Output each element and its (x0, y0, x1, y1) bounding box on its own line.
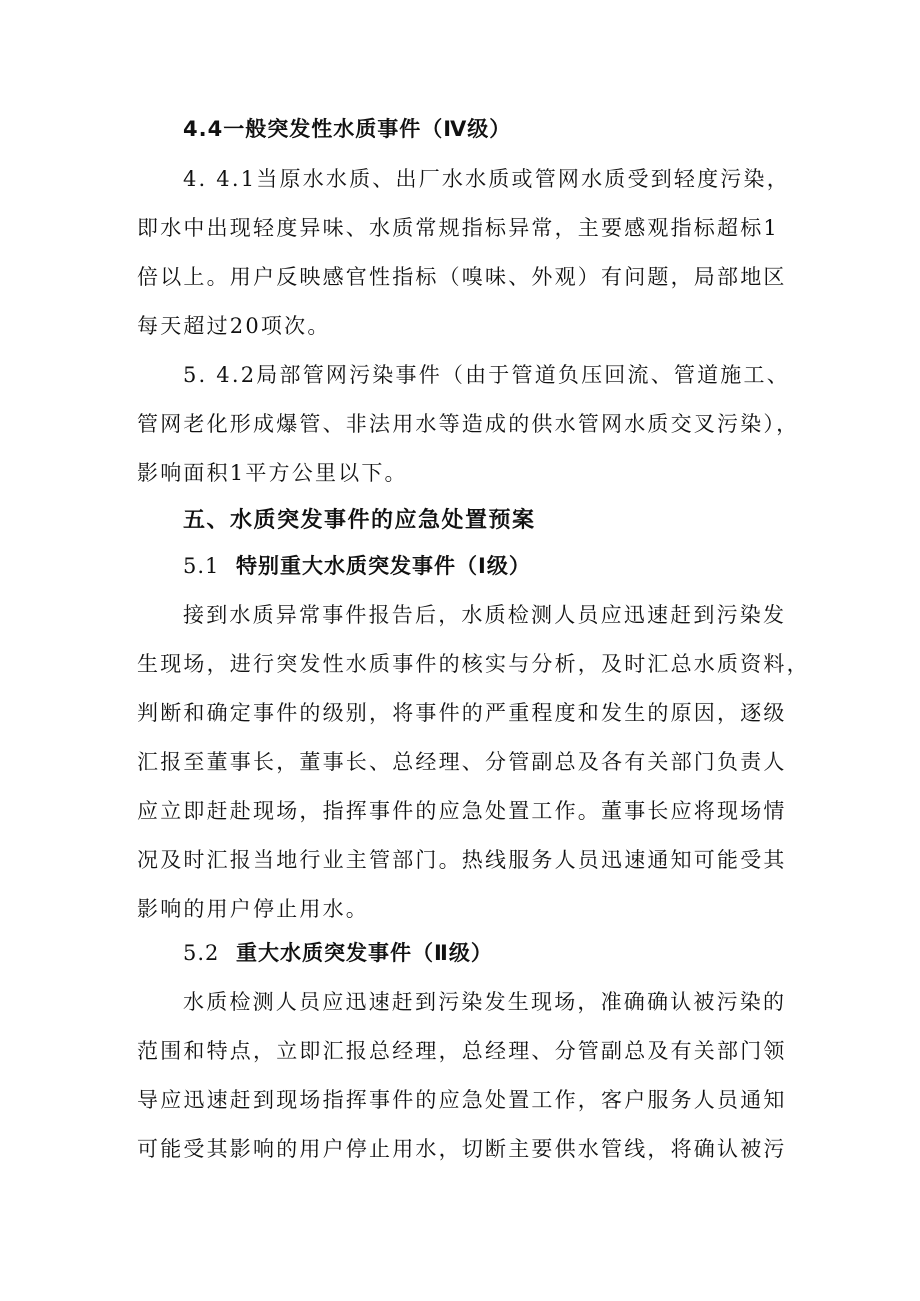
subsection-5-1-heading (183, 556, 531, 577)
subsection-5-1-line-3: 判断和确定事件的级别，将事件的严重程度和发生的原因，逐级 (137, 701, 787, 725)
paragraph-4-4-2-line-2: 管网老化形成爆管、非法用水等造成的供水管网水质交叉污染）， (137, 412, 800, 436)
paragraph-4-4-1-line-1: 4. 4.1当原水水质、出厂水水质或管网水质受到轻度污染， (183, 167, 790, 191)
paragraph-4-4-1-line-2: 即水中出现轻度异味、水质常规指标异常，主要感观指标超标1 (137, 216, 779, 240)
section-4-4-heading: 4.4一般突发性水质事件（Ⅳ级） (183, 117, 512, 141)
subsection-5-2-line-4: 可能受其影响的用户停止用水，切断主要供水管线，将确认被污 (137, 1137, 787, 1161)
subsection-5-2-line-3: 导应迅速赶到现场指挥事件的应急处置工作，客户服务人员通知 (137, 1088, 787, 1112)
subsection-5-2-line-2: 范围和特点，立即汇报总经理，总经理、分管副总及有关部门领 (137, 1039, 787, 1063)
subsection-5-1-line-2: 生现场，进行突发性水质事件的核实与分析，及时汇总水质资料， (137, 652, 810, 676)
subsection-5-1-line-7: 影响的用户停止用水。 (137, 897, 369, 921)
subsection-5-1-line-5: 应立即赶赴现场，指挥事件的应急处置工作。董事长应将现场情 (137, 799, 787, 823)
subsection-5-1-line-1: 接到水质异常事件报告后，水质检测人员应迅速赶到污染发 (183, 603, 787, 627)
subsection-5-2-heading (183, 943, 493, 964)
subsection-5-1-line-4: 汇报至董事长，董事长、总经理、分管副总及各有关部门负责人 (137, 750, 787, 774)
subsection-5-2-line-1: 水质检测人员应迅速赶到污染发生现场，准确确认被污染的 (183, 990, 787, 1014)
section-5-heading: 五、水质突发事件的应急处置预案 (183, 508, 536, 533)
subsection-5-2-title: 重大水质突发事件（Ⅱ级） (236, 941, 493, 965)
subsection-5-1-title: 特别重大水质突发事件（Ⅰ级） (236, 554, 531, 578)
paragraph-4-4-1-line-3: 倍以上。用户反映感官性指标（嗅味、外观）有问题，局部地区 (137, 265, 787, 289)
paragraph-4-4-2-line-1: 5. 4.2局部管网污染事件（由于管道负压回流、管道施工、 (183, 363, 790, 387)
subsection-5-2-number: 5.2 (183, 941, 220, 965)
paragraph-4-4-1-line-4: 每天超过20项次。 (137, 314, 331, 338)
paragraph-4-4-2-line-3: 影响面积1平方公里以下。 (137, 461, 408, 485)
subsection-5-1-line-6: 况及时汇报当地行业主管部门。热线服务人员迅速通知可能受其 (137, 848, 787, 872)
subsection-5-1-number: 5.1 (183, 554, 220, 578)
